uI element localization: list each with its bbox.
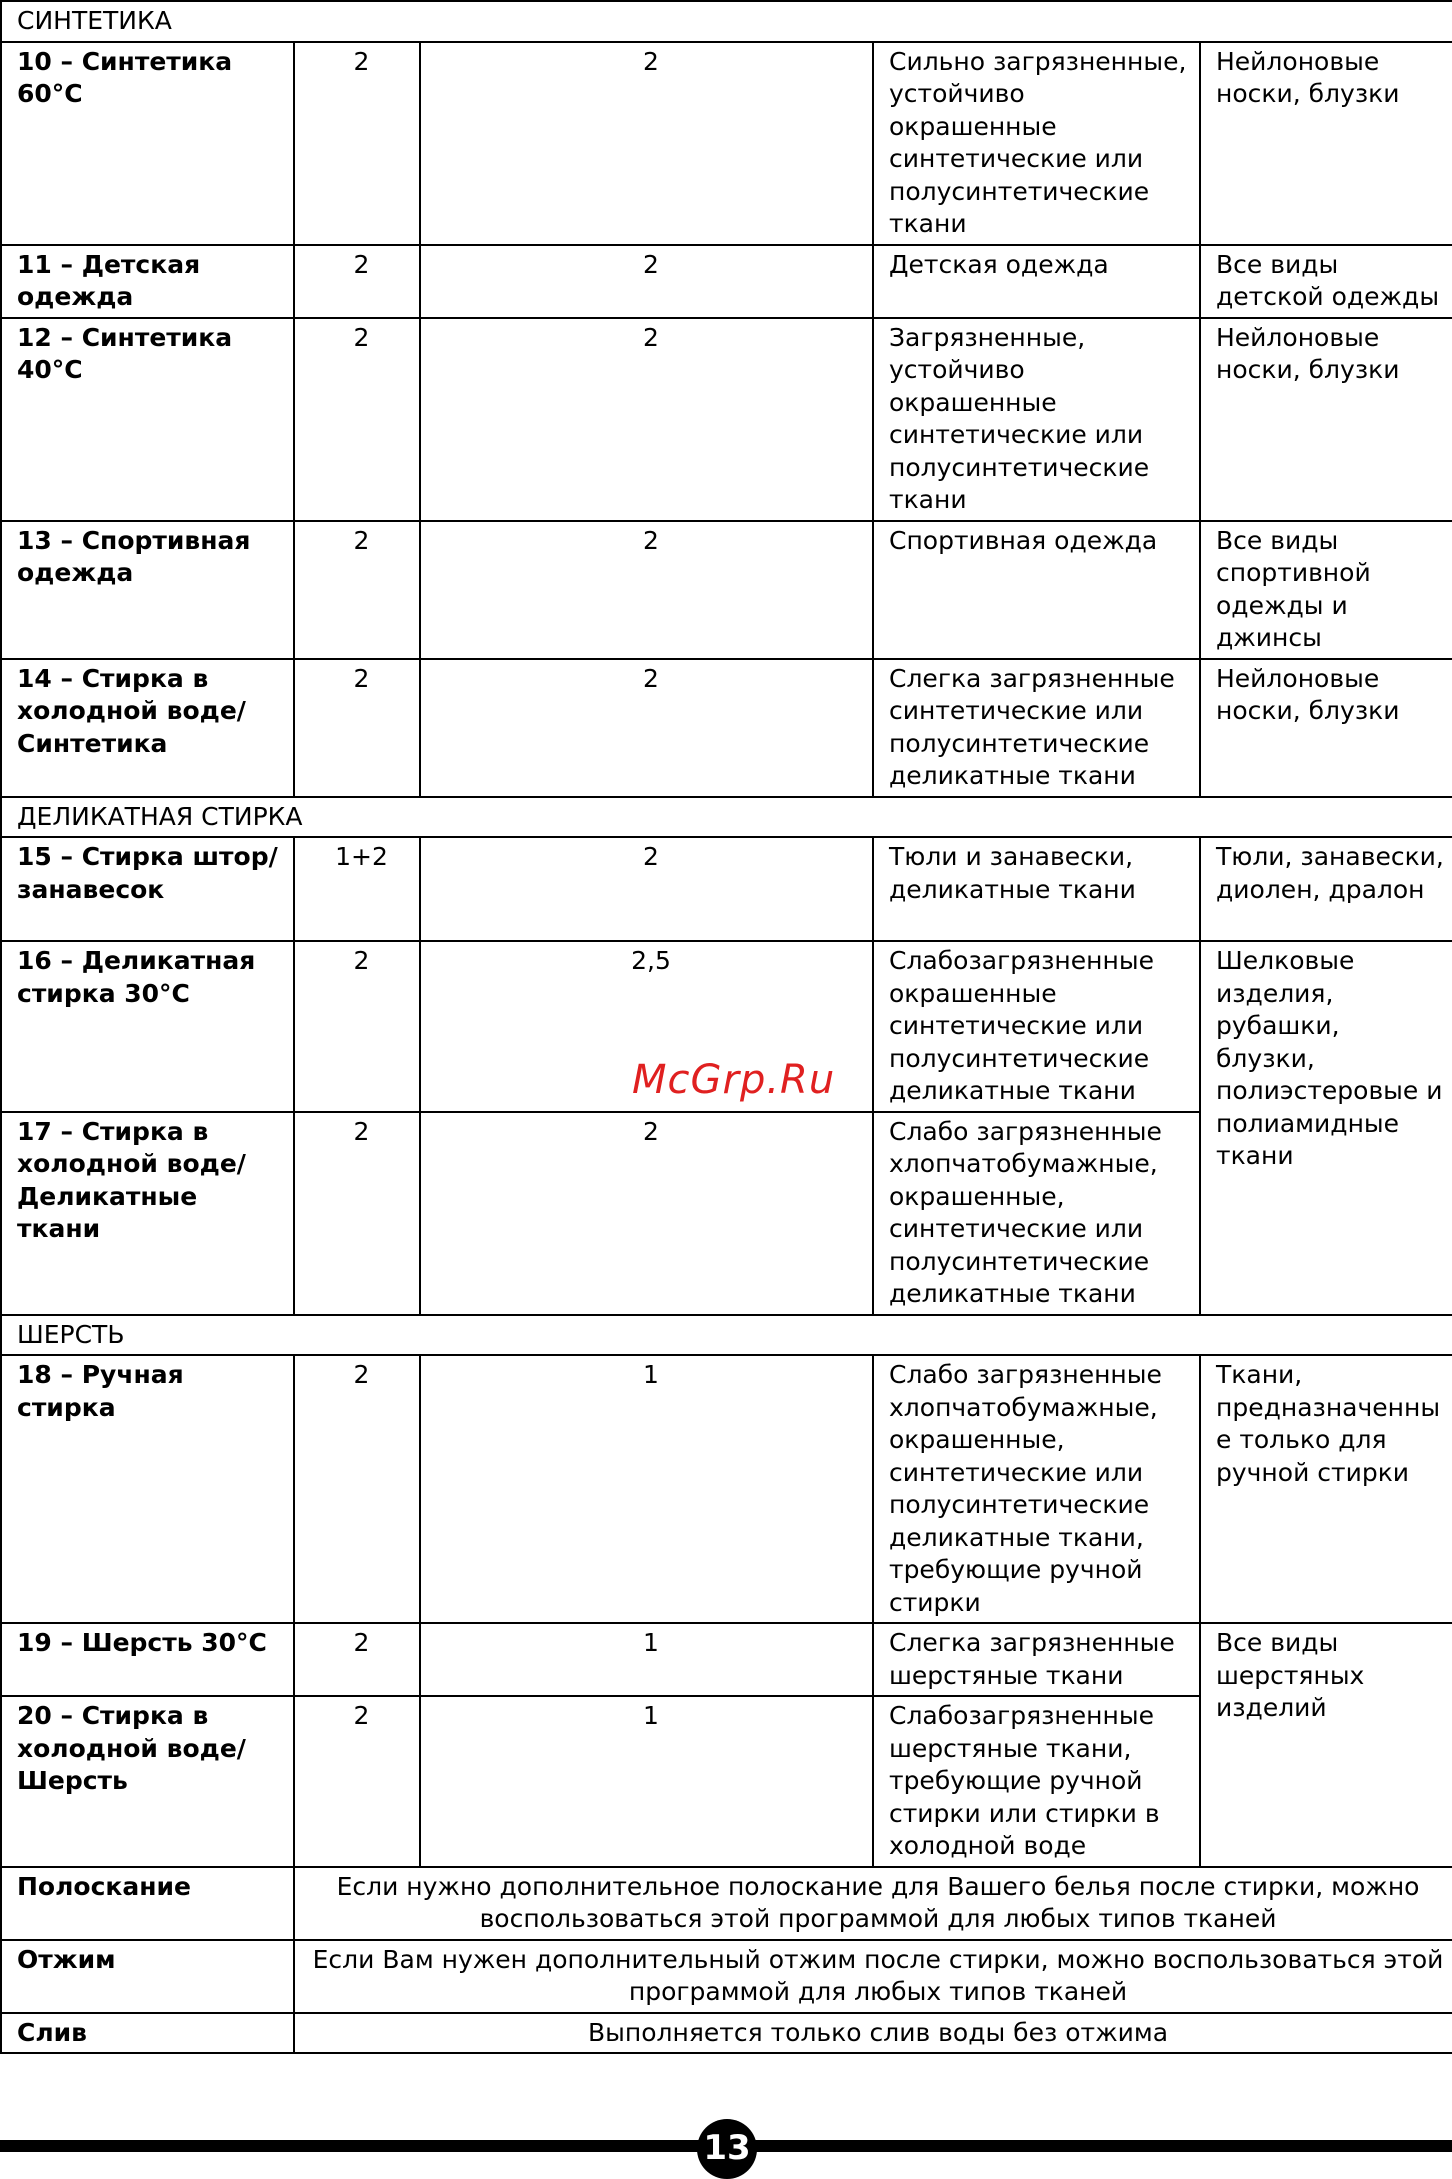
value-col3: 2 [420, 245, 873, 318]
fabric-description: Сильно загрязненные, устойчиво окрашенные синтетические или полусинтетические ткани [873, 42, 1200, 245]
program-name: 13 – Спортивная одежда [1, 521, 294, 659]
program-name: 12 – Синтетика 40°C [1, 318, 294, 521]
fabric-examples: Нейлоновые носки, блузки [1200, 659, 1452, 797]
table-row [1, 245, 1452, 318]
table-row [1, 837, 1452, 941]
value-col2: 2 [294, 1355, 420, 1623]
program-name: Отжим [1, 1940, 294, 2013]
fabric-description: Слегка загрязненные шерстяные ткани [873, 1623, 1200, 1696]
section-row [1, 797, 1452, 838]
value-col3: 2 [420, 318, 873, 521]
section-row [1, 1, 1452, 42]
fabric-examples: Все виды детской одежды [1200, 245, 1452, 318]
value-col3: 1 [420, 1623, 873, 1696]
section-synthetics: СИНТЕТИКА [1, 1, 1452, 42]
table-row [1, 318, 1452, 521]
program-name: 18 – Ручная стирка [1, 1355, 294, 1623]
program-name: 10 – Синтетика 60°C [1, 42, 294, 245]
program-name: 17 – Стирка в холодной воде/Деликатные ткани [1, 1112, 294, 1315]
program-name: 19 – Шерсть 30°C [1, 1623, 294, 1696]
fabric-description: Слабозагрязненные шерстяные ткани, требующие ручной стирки или стирки в холодной воде [873, 1696, 1200, 1867]
program-name: 20 – Стирка в холодной воде/Шерсть [1, 1696, 294, 1867]
value-col2: 2 [294, 521, 420, 659]
program-name: Слив [1, 2013, 294, 2054]
program-name: 11 – Детская одежда [1, 245, 294, 318]
table-row [1, 2013, 1452, 2054]
table-row [1, 1623, 1452, 1696]
value-col2: 2 [294, 941, 420, 1112]
fabric-description: Спортивная одежда [873, 521, 1200, 659]
fabric-description: Слабозагрязненные окрашенные синтетические или полусинтетические деликатные ткани [873, 941, 1200, 1112]
value-col2: 2 [294, 1696, 420, 1867]
program-name: Полоскание [1, 1867, 294, 1940]
program-name: 15 – Стирка штор/занавесок [1, 837, 294, 941]
value-col3: 2 [420, 42, 873, 245]
fabric-examples: Нейлоновые носки, блузки [1200, 318, 1452, 521]
table-row [1, 1355, 1452, 1623]
fabric-examples: Все виды спортивной одежды и джинсы [1200, 521, 1452, 659]
page-number-badge: 13 [697, 2119, 757, 2179]
value-col3: 1 [420, 1696, 873, 1867]
fabric-examples: Ткани, предназначенные только для ручной стирки [1200, 1355, 1452, 1623]
program-name: 14 – Стирка в холодной воде/Синтетика [1, 659, 294, 797]
program-note: Если Вам нужен дополнительный отжим после стирки, можно воспользоваться этой программой для любых типов тканей [294, 1940, 1452, 2013]
section-wool: ШЕРСТЬ [1, 1315, 1452, 1356]
section-delicate: ДЕЛИКАТНАЯ СТИРКА [1, 797, 1452, 838]
fabric-description: Слабо загрязненные хлопчатобумажные, окрашенные, синтетические или полусинтетические деликатные ткани [873, 1112, 1200, 1315]
value-col2: 1+2 [294, 837, 420, 941]
value-col2: 2 [294, 245, 420, 318]
fabric-examples: Шелковые изделия, рубашки, блузки, полиэстеровые и полиамидные ткани [1200, 941, 1452, 1315]
fabric-examples: Тюли, занавески, диолен, дралон [1200, 837, 1452, 941]
fabric-description: Загрязненные, устойчиво окрашенные синтетические или полусинтетические ткани [873, 318, 1200, 521]
value-col3: 2 [420, 521, 873, 659]
value-col2: 2 [294, 42, 420, 245]
value-col2: 2 [294, 318, 420, 521]
value-col2: 2 [294, 1623, 420, 1696]
watermark-text: McGrp.Ru [632, 1057, 836, 1103]
fabric-description: Слабо загрязненные хлопчатобумажные, окрашенные, синтетические или полусинтетические деликатные ткани, требующие ручной стирки [873, 1355, 1200, 1623]
section-row [1, 1315, 1452, 1356]
value-col3: 2 [420, 1112, 873, 1315]
table-row [1, 521, 1452, 659]
value-col3: 1 [420, 1355, 873, 1623]
value-col3: 2 [420, 659, 873, 797]
table-row [1, 659, 1452, 797]
value-col2: 2 [294, 1112, 420, 1315]
table-row [1, 42, 1452, 245]
value-col2: 2 [294, 659, 420, 797]
fabric-description: Тюли и занавески, деликатные ткани [873, 837, 1200, 941]
program-note: Если нужно дополнительное полоскание для Вашего белья после стирки, можно воспользоваться этой программой для любых типов тканей [294, 1867, 1452, 1940]
table-row [1, 1867, 1452, 1940]
fabric-description: Детская одежда [873, 245, 1200, 318]
table-row [1, 1940, 1452, 2013]
program-name: 16 – Деликатная стирка 30°C [1, 941, 294, 1112]
fabric-examples: Нейлоновые носки, блузки [1200, 42, 1452, 245]
program-note: Выполняется только слив воды без отжима [294, 2013, 1452, 2054]
fabric-examples: Все виды шерстяных изделий [1200, 1623, 1452, 1867]
fabric-description: Слегка загрязненные синтетические или полусинтетические деликатные ткани [873, 659, 1200, 797]
value-col3: 2 [420, 837, 873, 941]
value-col3: 2,5 [420, 941, 873, 1112]
